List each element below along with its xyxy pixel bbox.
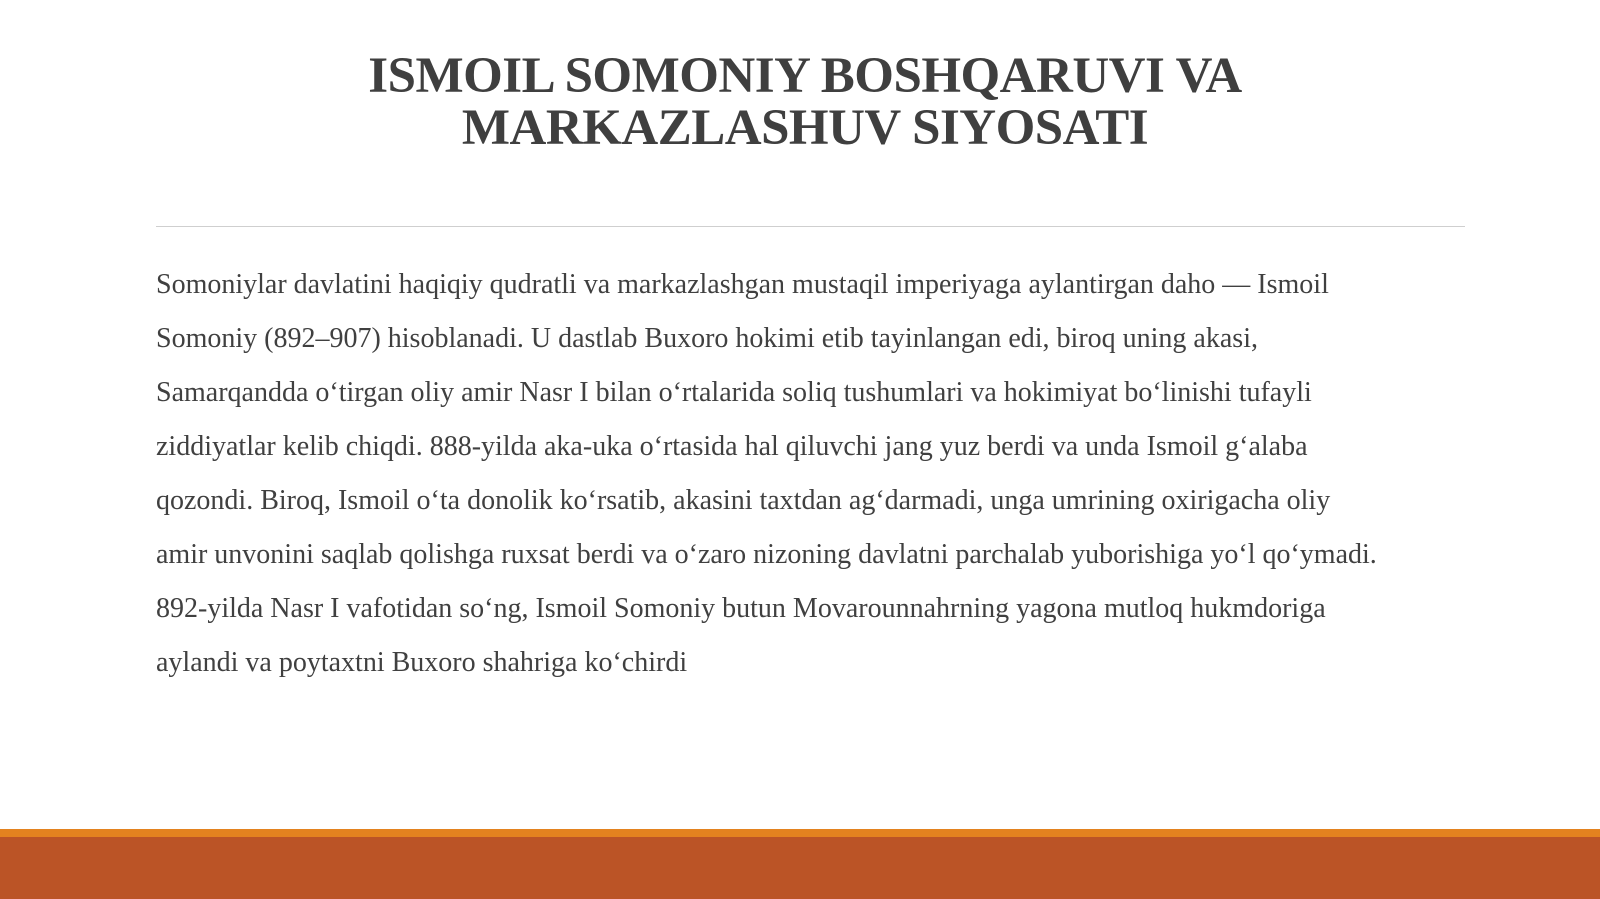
footer-bar — [0, 837, 1600, 899]
slide-body-text — [156, 258, 1476, 690]
body-line: qozondi. Biroq, Ismoil oʻta donolik koʻrsatib, akasini taxtdan agʻdarmadi, unga umrining oxirigacha oliy — [156, 485, 1331, 516]
body-line: aylandi va poytaxtni Buxoro shahriga koʻchirdi — [156, 647, 688, 678]
slide-title-line: MARKAZLASHUV SIYOSATI — [461, 100, 1149, 156]
title-divider — [156, 226, 1465, 227]
footer-accent-stripe — [0, 829, 1600, 837]
body-line: Somoniy (892–907) hisoblanadi. U dastlab Buxoro hokimi etib tayinlangan edi, biroq uning akasi, — [156, 323, 1258, 354]
body-line: ziddiyatlar kelib chiqdi. 888-yilda aka-uka oʻrtasida hal qiluvchi jang yuz berdi va unda Ismoil gʻalaba — [156, 431, 1308, 462]
body-line: Samarqandda oʻtirgan oliy amir Nasr I bilan oʻrtalarida soliq tushumlari va hokimiyat boʻlinishi tufayli — [156, 377, 1312, 408]
body-line: Somoniylar davlatini haqiqiy qudratli va markazlashgan mustaqil imperiyaga aylantirgan daho — Ismoil — [156, 269, 1329, 300]
body-line: amir unvonini saqlab qolishga ruxsat berdi va oʻzaro nizoning davlatni parchalab yuborishiga yoʻl qoʻymadi. — [156, 539, 1377, 570]
body-line: 892-yilda Nasr I vafotidan soʻng, Ismoil Somoniy butun Movarounnahrning yagona mutloq hukmdoriga — [156, 593, 1326, 624]
slide-title — [160, 50, 1450, 154]
slide-title-line: ISMOIL SOMONIY BOSHQARUVI VA — [368, 48, 1242, 104]
